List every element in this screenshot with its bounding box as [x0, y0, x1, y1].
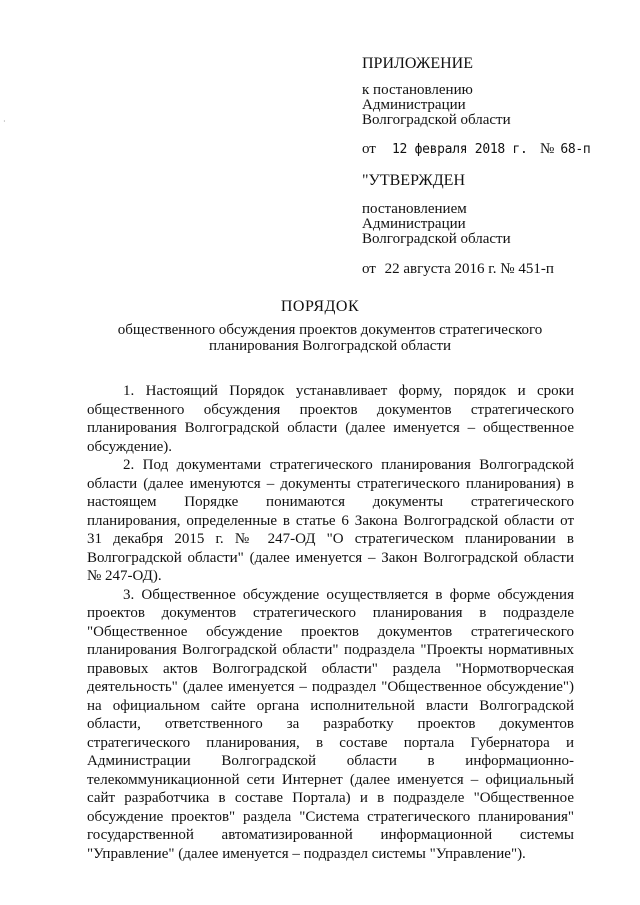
paragraph-1: 1. Настоящий Порядок устанавливает форму, порядок и сроки общественного обсуждения проектов документов стратегического планирования Волгоградской области (далее именуется – общественное обсуждение).: [87, 383, 574, 455]
approved-line-2: Администрации: [362, 216, 466, 232]
appendix-line-1: к постановлению: [362, 82, 473, 98]
appendix-number: 68-п: [560, 142, 591, 157]
scan-edge-mark: ·: [3, 117, 6, 126]
paragraph-2: 2. Под документами стратегического планирования Волгоградской области (далее именуются – документы стратегического планирования) в настоящем Порядке понимаются документы стратегического планирования, определенные в статье 6 Закона Волгоградской области от 31 декабря 2015 г. № 247-ОД "О стратегическом планировании в Волгоградской области" (далее именуется – Закон Волгоградской области № 247-ОД).: [87, 457, 574, 584]
approved-line-3: Волгоградской области: [362, 231, 511, 247]
document-subtitle: общественного обсуждения проектов документов стратегического планирования Волгоградской области: [117, 322, 543, 354]
approved-date-number: [362, 262, 612, 277]
approved-block: [362, 173, 612, 277]
approved-line-1: постановлением: [362, 201, 467, 217]
appendix-date-number: [362, 142, 612, 157]
approved-heading: "УТВЕРЖДЕН: [362, 172, 465, 189]
appendix-line-2: Администрации: [362, 97, 466, 113]
approved-date: 22 августа 2016 г.: [384, 261, 497, 277]
appendix-from-label: от: [362, 141, 376, 157]
document-title: ПОРЯДОК: [280, 298, 360, 315]
approved-from-label: от: [362, 261, 376, 277]
appendix-heading: ПРИЛОЖЕНИЕ: [362, 55, 474, 72]
appendix-date: 12 февраля 2018 г.: [392, 142, 528, 157]
document-body: [87, 382, 574, 863]
paragraph-3: 3. Общественное обсуждение осуществляется в форме обсуждения проектов документов стратегического планирования в подразделе "Общественное обсуждение проектов документов стратегического планирования Волгоградской области" подраздела "Проекты нормативных правовых актов Волгоградской области" раздела "Нормотворческая деятельность" (далее именуется – подраздел "Общественное обсуждение") на официальном сайте органа исполнительной власти Волгоградской области, ответственного за разработку проектов документов стратегического планирования, в составе портала Губернатора и Администрации Волгоградской области в информационно-телекоммуникационной сети Интернет (далее именуется – официальный сайт разработчика в составе Портала) и в подразделе "Общественное обсуждение проектов" раздела "Система стратегического планирования" государственной автоматизированной информационной системы "Управление" (далее именуется – подраздел системы "Управление").: [87, 586, 574, 862]
appendix-block: [362, 56, 612, 157]
approved-number: № 451-п: [500, 261, 554, 277]
appendix-line-3: Волгоградской области: [362, 112, 511, 128]
appendix-number-label: №: [540, 141, 555, 157]
